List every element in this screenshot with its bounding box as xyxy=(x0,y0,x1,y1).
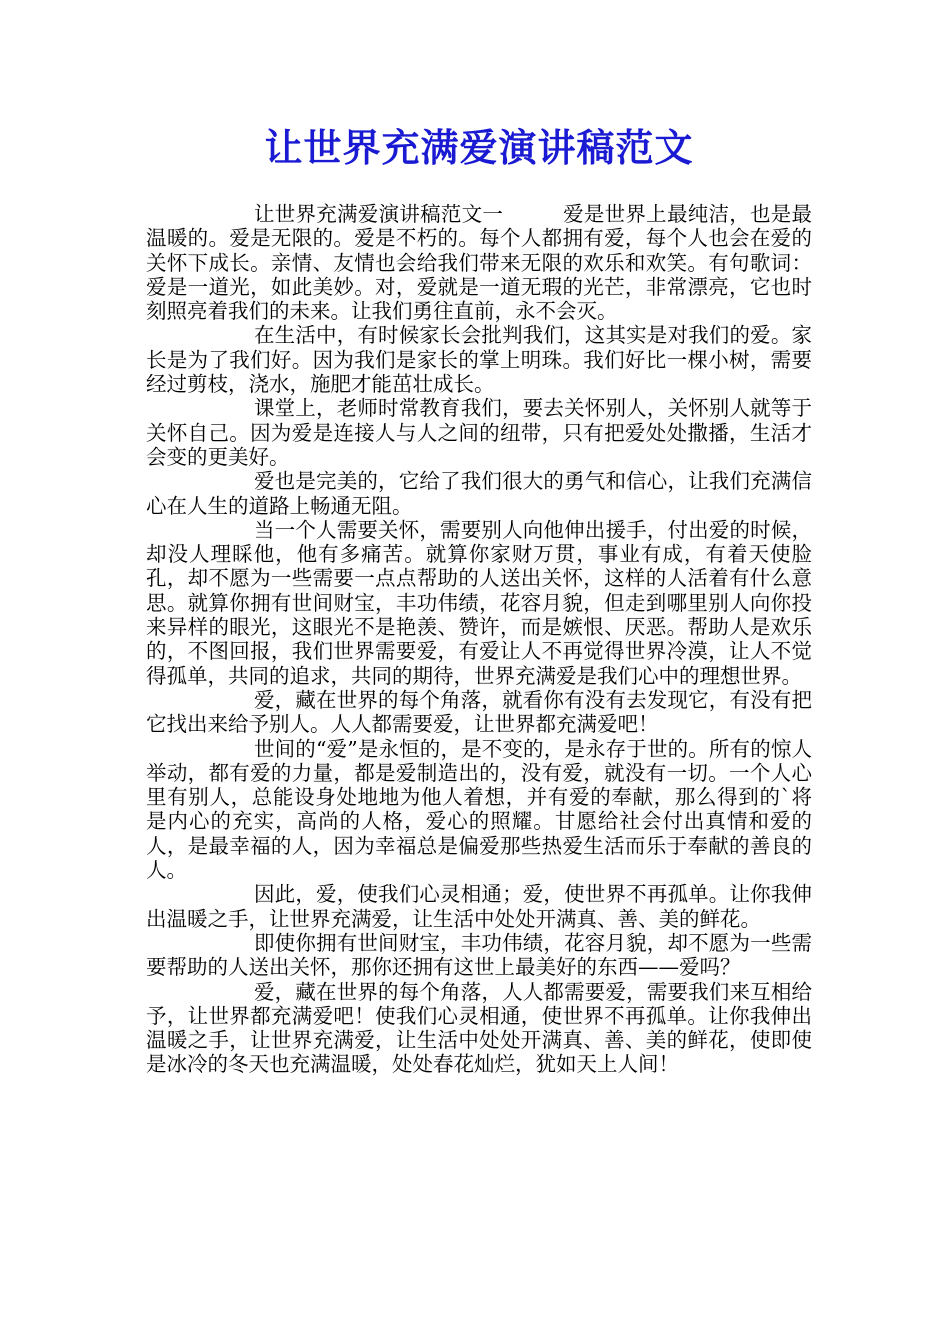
paragraph-text: 爱是世界上最纯洁，也是最温暖的。爱是无限的。爱是不朽的。每个人都拥有爱，每个人也会在爱的关怀下成长。亲情、友情也会给我们带来无限的欢乐和欢笑。有句歌词：爱是一道光，如此美妙。对，爱就是一道无瑕的光芒，非常漂亮，它也时刻照亮着我们的未来。让我们勇往直前，永不会灭。 xyxy=(146,202,813,324)
paragraph: 因此，爱，使我们心灵相通；爱，使世界不再孤单。让你我伸出温暖之手，让世界充满爱，让生活中处处开满真、善、美的鲜花。 xyxy=(146,882,812,931)
paragraph: 爱也是完美的，它给了我们很大的勇气和信心，让我们充满信心在人生的道路上畅通无阻。 xyxy=(146,469,812,518)
document-title: 让世界充满爱演讲稿范文 xyxy=(264,125,694,170)
section-subtitle: 让世界充满爱演讲稿范文一 xyxy=(254,202,504,226)
paragraph: 爱，藏在世界的每个角落，人人都需要爱，需要我们来互相给予，让世界都充满爱吧！使我们心灵相通，使世界不再孤单。让你我伸出温暖之手，让世界充满爱，让生活中处处开满真、善、美的鲜花，使即使是冰冷的冬天也充满温暖，处处春花灿烂，犹如天上人间！ xyxy=(146,979,812,1077)
paragraph: 课堂上，老师时常教育我们，要去关怀别人，关怀别人就等于关怀自己。因为爱是连接人与人之间的纽带，只有把爱处处撒播，生活才会变的更美好。 xyxy=(146,396,812,469)
paragraph: 在生活中，有时候家长会批判我们，这其实是对我们的爱。家长是为了我们好。因为我们是家长的掌上明珠。我们好比一棵小树，需要经过剪枝，浇水，施肥才能茁壮成长。 xyxy=(146,323,812,397)
paragraph: 即使你拥有世间财宝，丰功伟绩，花容月貌，却不愿为一些需要帮助的人送出关怀，那你还拥有这世上最美好的东西——爱吗？ xyxy=(146,930,812,980)
paragraph: 世间的“爱”是永恒的，是不变的，是永存于世的。所有的惊人举动，都有爱的力量，都是爱制造出的，没有爱，就没有一切。一个人心里有别人，总能设身处地地为他人着想，并有爱的奉献，那么得到的`将是内心的充实，高尚的人格，爱心的照耀。甘愿给社会付出真情和爱的人，是最幸福的人，因为幸福总是偏爱那些热爱生活而乐于奉献的善良的人。 xyxy=(146,736,812,883)
document-page xyxy=(146,120,812,1077)
document-body xyxy=(146,202,812,1077)
paragraph: 当一个人需要关怀，需要别人向他伸出援手，付出爱的时候，却没人理睬他，他有多痛苦。就算你家财万贯，事业有成，有着天使脸孔，却不愿为一些需要一点点帮助的人送出关怀，这样的人活着有什么意思。就算你拥有世间财宝，丰功伟绩，花容月貌，但走到哪里别人向你投来异样的眼光，这眼光不是艳羡、赞许，而是嫉恨、厌恶。帮助人是欢乐的，不图回报，我们世界需要爱，有爱让人不再觉得世界冷漠，让人不觉得孤单，共同的追求，共同的期待，世界充满爱是我们心中的理想世界。 xyxy=(146,517,812,688)
paragraph xyxy=(146,202,812,323)
paragraph: 爱，藏在世界的每个角落，就看你有没有去发现它，有没有把它找出来给予别人。人人都需要爱，让世界都充满爱吧！ xyxy=(146,687,812,737)
